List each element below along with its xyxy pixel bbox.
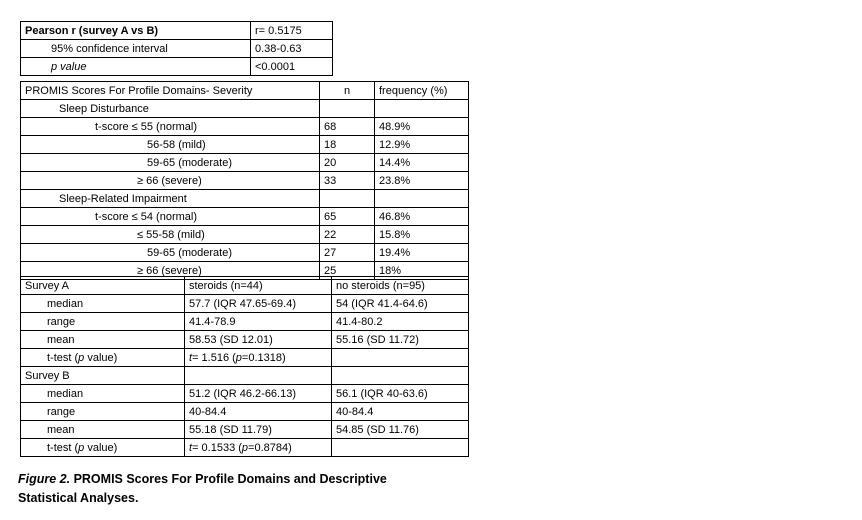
survey-b-title: Survey B — [21, 367, 185, 385]
si-normal-label: t-score ≤ 54 (normal) — [21, 208, 320, 226]
si-moderate-label: 59-65 (moderate) — [21, 244, 320, 262]
b-mean-no-steroids: 54.85 (SD 11.76) — [332, 421, 469, 439]
p-value: =0.1318) — [241, 351, 286, 364]
figure-number: Figure 2. — [18, 472, 71, 486]
table-row — [21, 421, 469, 439]
p-value-value: <0.0001 — [251, 58, 333, 76]
sleep-impairment-title: Sleep-Related Impairment — [21, 190, 320, 208]
table-row — [21, 313, 469, 331]
a-mean-no-steroids: 55.16 (SD 11.72) — [332, 331, 469, 349]
si-normal-n: 65 — [320, 208, 375, 226]
survey-a-title: Survey A — [21, 277, 185, 295]
b-median-steroids: 51.2 (IQR 46.2-66.13) — [185, 385, 332, 403]
ttest-label-post: value) — [84, 441, 118, 454]
sd-mild-label: 56-58 (mild) — [21, 136, 320, 154]
table-row — [21, 118, 469, 136]
survey-comparison-table — [20, 276, 469, 457]
section-row — [21, 367, 469, 385]
sd-mild-n: 18 — [320, 136, 375, 154]
si-moderate-n: 27 — [320, 244, 375, 262]
table-row — [21, 22, 333, 40]
t-symbol: t — [189, 441, 193, 454]
si-moderate-freq: 19.4% — [375, 244, 469, 262]
sd-mild-freq: 12.9% — [375, 136, 469, 154]
si-normal-freq: 46.8% — [375, 208, 469, 226]
a-median-label: median — [21, 295, 185, 313]
table-row — [21, 349, 469, 367]
sd-moderate-freq: 14.4% — [375, 154, 469, 172]
no-steroids-header: no steroids (n=95) — [332, 277, 469, 295]
b-median-label: median — [21, 385, 185, 403]
pearson-r-value: r= 0.5175 — [251, 22, 333, 40]
ttest-label-pre: t-test ( — [47, 441, 79, 454]
ci-value: 0.38-0.63 — [251, 40, 333, 58]
figure-caption-text: PROMIS Scores For Profile Domains and Descriptive Statistical Analyses. — [18, 472, 387, 505]
sleep-disturbance-title: Sleep Disturbance — [21, 100, 320, 118]
empty-cell — [332, 439, 469, 457]
sd-severe-freq: 23.8% — [375, 172, 469, 190]
t-value: = 1.516 ( — [192, 351, 236, 364]
si-mild-label: ≤ 55-58 (mild) — [21, 226, 320, 244]
promis-severity-table — [20, 81, 469, 280]
section-row — [21, 100, 469, 118]
p-symbol: p — [241, 441, 249, 454]
table-row — [21, 403, 469, 421]
empty-cell — [320, 100, 375, 118]
empty-cell — [332, 349, 469, 367]
table-row — [21, 226, 469, 244]
promis-header-label: PROMIS Scores For Profile Domains- Severity — [21, 82, 320, 100]
a-median-no-steroids: 54 (IQR 41.4-64.6) — [332, 295, 469, 313]
table-row — [21, 331, 469, 349]
steroids-header: steroids (n=44) — [185, 277, 332, 295]
si-severe-label: ≥ 66 (severe) — [21, 262, 320, 280]
n-header: n — [320, 82, 375, 100]
empty-cell — [320, 190, 375, 208]
a-range-no-steroids: 41.4-80.2 — [332, 313, 469, 331]
p-value: =0.8784) — [248, 441, 292, 454]
a-mean-steroids: 58.53 (SD 12.01) — [185, 331, 332, 349]
a-range-label: range — [21, 313, 185, 331]
a-ttest-label — [21, 349, 185, 367]
table-row — [21, 295, 469, 313]
si-severe-freq: 18% — [375, 262, 469, 280]
ttest-label-pre: t-test ( — [47, 351, 79, 364]
a-mean-label: mean — [21, 331, 185, 349]
empty-cell — [332, 367, 469, 385]
b-ttest-value — [185, 439, 332, 457]
table-row — [21, 385, 469, 403]
pearson-table — [20, 21, 333, 76]
table-row — [21, 172, 469, 190]
a-median-steroids: 57.7 (IQR 47.65-69.4) — [185, 295, 332, 313]
empty-cell — [375, 100, 469, 118]
b-range-label: range — [21, 403, 185, 421]
si-mild-n: 22 — [320, 226, 375, 244]
ttest-label-p: p — [78, 351, 85, 364]
b-range-no-steroids: 40-84.4 — [332, 403, 469, 421]
b-mean-label: mean — [21, 421, 185, 439]
empty-cell — [185, 367, 332, 385]
empty-cell — [375, 190, 469, 208]
p-symbol: p — [235, 351, 242, 364]
p-value-label: p value — [21, 58, 251, 76]
table-row — [21, 244, 469, 262]
sd-severe-label: ≥ 66 (severe) — [21, 172, 320, 190]
t-value: = 0.1533 ( — [192, 441, 242, 454]
table-header-row — [21, 277, 469, 295]
t-symbol: t — [189, 351, 193, 364]
b-range-steroids: 40-84.4 — [185, 403, 332, 421]
a-range-steroids: 41.4-78.9 — [185, 313, 332, 331]
table-row — [21, 40, 333, 58]
figure-caption — [18, 470, 418, 508]
frequency-header: frequency (%) — [375, 82, 469, 100]
b-median-no-steroids: 56.1 (IQR 40-63.6) — [332, 385, 469, 403]
b-mean-steroids: 55.18 (SD 11.79) — [185, 421, 332, 439]
b-ttest-label — [21, 439, 185, 457]
table-row — [21, 136, 469, 154]
si-mild-freq: 15.8% — [375, 226, 469, 244]
pearson-r-label: Pearson r (survey A vs B) — [21, 22, 251, 40]
sd-moderate-n: 20 — [320, 154, 375, 172]
section-row — [21, 190, 469, 208]
table-row — [21, 439, 469, 457]
sd-normal-label: t-score ≤ 55 (normal) — [21, 118, 320, 136]
sd-normal-freq: 48.9% — [375, 118, 469, 136]
si-severe-n: 25 — [320, 262, 375, 280]
sd-severe-n: 33 — [320, 172, 375, 190]
a-ttest-value — [185, 349, 332, 367]
table-row — [21, 154, 469, 172]
table-row — [21, 208, 469, 226]
ttest-label-p: p — [78, 441, 85, 454]
table-header-row — [21, 82, 469, 100]
table-row — [21, 58, 333, 76]
ttest-label-post: value) — [84, 351, 118, 364]
ci-label: 95% confidence interval — [21, 40, 251, 58]
sd-moderate-label: 59-65 (moderate) — [21, 154, 320, 172]
sd-normal-n: 68 — [320, 118, 375, 136]
